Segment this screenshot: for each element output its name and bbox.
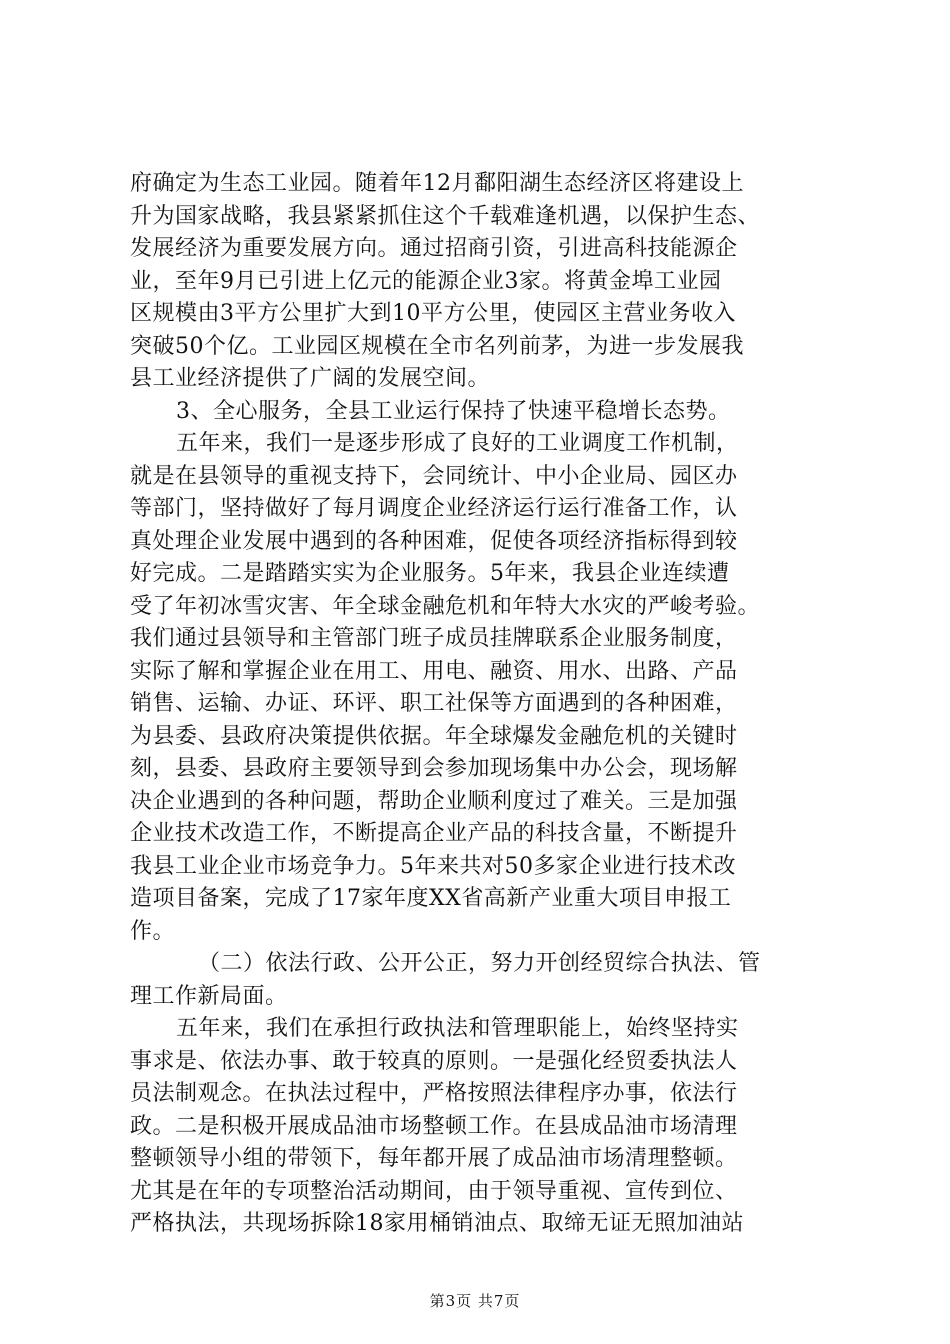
text-line: 尤其是在年的专项整治活动期间，由于领导重视、宣传到位、	[130, 1178, 738, 1204]
text-line: 造项目备案，完成了17家年度XX省高新产业重大项目申报工	[130, 886, 732, 911]
section-heading: 3、全心服务，全县工业运行保持了快速平稳增长态势。	[176, 398, 731, 424]
text-line: 员法制观念。在执法过程中，严格按照法律程序办事，依法行	[130, 1081, 738, 1106]
text-line: 府确定为生态工业园。随着年12月鄱阳湖生态经济区将建设上	[130, 171, 744, 196]
text-line: 受了年初冰雪灾害、年全球金融危机和年特大水灾的严峻考验。	[130, 593, 761, 619]
text-line: 五年来，我们一是逐步形成了良好的工业调度工作机制，	[176, 431, 739, 456]
text-line: 作。	[130, 918, 176, 944]
page-footer: 第3页 共7页	[429, 1292, 521, 1310]
text-line: 实际了解和掌握企业在用工、用电、融资、用水、出路、产品	[130, 658, 738, 684]
text-line: 好完成。二是踏踏实实为企业服务。5年来，我县企业连续遭	[130, 561, 730, 586]
text-line: 区规模由3平方公里扩大到10平方公里，使园区主营业务收入	[130, 301, 736, 326]
text-line: 政。二是积极开展成品油市场整顿工作。在县成品油市场清理	[130, 1113, 738, 1139]
section-heading: （二）依法行政、公开公正，努力开创经贸综合执法、管	[198, 951, 761, 976]
text-line: 严格执法，共现场拆除18家用桶销油点、取缔无证无照加油站	[130, 1211, 744, 1236]
text-line: 事求是、依法办事、敢于较真的原则。一是强化经贸委执法人	[130, 1048, 738, 1074]
text-line: 五年来，我们在承担行政执法和管理职能上，始终坚持实	[176, 1016, 739, 1041]
text-line: 我们通过县领导和主管部门班子成员挂牌联系企业服务制度，	[130, 626, 738, 651]
section-heading-continued: 理工作新局面。	[130, 983, 288, 1009]
text-line: 就是在县领导的重视支持下，会同统计、中小企业局、园区办	[130, 463, 738, 489]
text-line: 整顿领导小组的带领下，每年都开展了成品油市场清理整顿。	[130, 1146, 738, 1171]
text-line: 为县委、县政府决策提供依据。年全球爆发金融危机的关键时	[130, 723, 738, 749]
text-line: 业，至年9月已引进上亿元的能源企业3家。将黄金埠工业园	[130, 268, 722, 294]
text-line: 突破50个亿。工业园区规模在全市名列前茅，为进一步发展我	[130, 333, 744, 359]
text-line: 发展经济为重要发展方向。通过招商引资，引进高科技能源企	[130, 236, 738, 261]
text-line: 企业技术改造工作，不断提高企业产品的科技含量，不断提升	[130, 821, 738, 846]
text-line: 等部门，坚持做好了每月调度企业经济运行运行准备工作，认	[130, 496, 738, 521]
text-line: 我县工业企业市场竞争力。5年来共对50多家企业进行技术改	[130, 853, 736, 879]
text-line: 县工业经济提供了广阔的发展空间。	[130, 366, 491, 391]
text-line: 刻，县委、县政府主要领导到会参加现场集中办公会，现场解	[130, 756, 738, 781]
text-line: 真处理企业发展中遇到的各种困难，促使各项经济指标得到较	[130, 528, 738, 554]
document-body	[130, 168, 830, 1241]
text-line: 销售、运输、办证、环评、职工社保等方面遇到的各种困难，	[130, 691, 738, 716]
text-line: 决企业遇到的各种问题，帮助企业顺利度过了难关。三是加强	[130, 788, 738, 814]
text-line: 升为国家战略，我县紧紧抓住这个千载难逢机遇，以保护生态、	[130, 203, 761, 229]
